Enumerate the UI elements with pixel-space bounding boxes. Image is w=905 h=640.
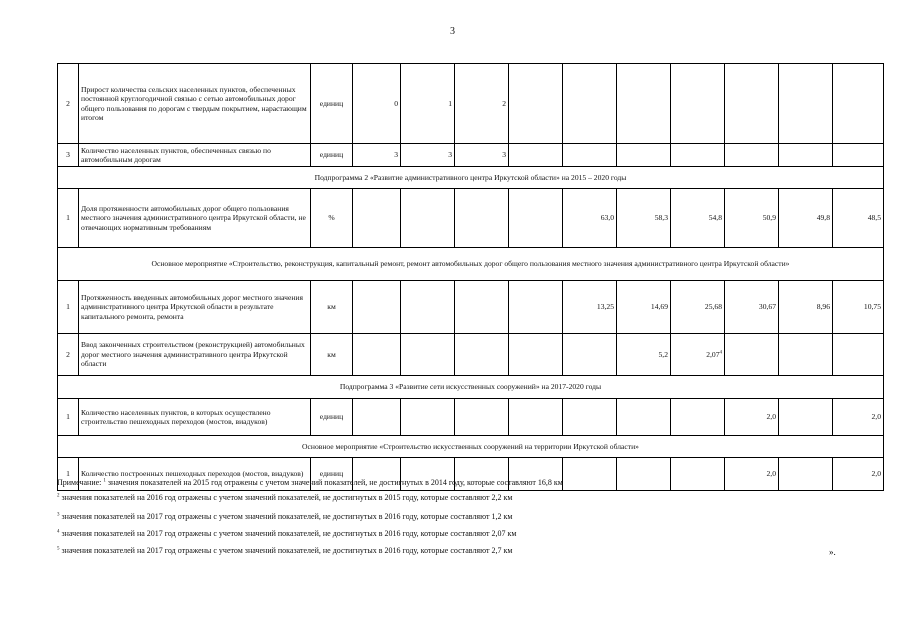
note-text: значения показателей на 2015 год отражены с учетом значений показателей, не достигнутых в 2014 году, которые составляют 16,8 км <box>107 478 563 487</box>
value-cell <box>563 281 617 334</box>
value-cell <box>509 64 563 144</box>
value-cell <box>401 334 455 376</box>
value-cell <box>617 189 671 248</box>
indicator-name: Доля протяженности автомобильных дорог общего пользования местного значения административного центра Иркутской области, не отвечающих нормативным требованиям <box>79 189 311 248</box>
value-text: 50,9 <box>762 213 776 223</box>
value-cell <box>671 189 725 248</box>
unit-cell: % <box>311 189 353 248</box>
value-cell <box>833 189 884 248</box>
indicator-name: Количество построенных пешеходных переходов (мостов, виадуков) <box>79 458 311 491</box>
page-number: 3 <box>450 26 455 37</box>
value-text: 2,0 <box>766 469 776 479</box>
value-cell <box>779 399 833 436</box>
value-cell <box>725 334 779 376</box>
value-cell <box>563 458 617 491</box>
value-text: 10,75 <box>863 302 881 312</box>
value-text: 48,5 <box>867 213 881 223</box>
value-cell <box>353 399 401 436</box>
value-cell <box>725 64 779 144</box>
value-text: 5,2 <box>658 349 668 359</box>
value-cell <box>725 144 779 167</box>
value-cell <box>401 399 455 436</box>
value-cell <box>833 399 884 436</box>
value-cell <box>779 334 833 376</box>
value-text: 2,0 <box>871 469 881 479</box>
row-number: 2 <box>58 334 79 376</box>
section-row <box>58 248 884 281</box>
footnote-marker: 4 <box>719 350 722 356</box>
note-text: значения показателей на 2017 год отражены с учетом значений показателей, не достигнутых в 2016 году, которые составляют 2,07 км <box>61 529 517 538</box>
unit-cell: км <box>311 281 353 334</box>
value-cell <box>671 64 725 144</box>
footnote-marker: 2 <box>57 493 60 499</box>
footnote-marker: 1 <box>103 478 106 484</box>
table-row <box>58 281 884 334</box>
section-title: Подпрограмма 2 «Развитие административного центра Иркутской области» на 2015 – 2020 годы <box>58 167 884 189</box>
row-number: 2 <box>58 64 79 144</box>
indicator-name: Прирост количества сельских населенных пунктов, обеспеченных постоянной круглогодичной связью с сетью автомобильных дорог общего пользования по дорогам с твердым покрытием, нарастающим итогом <box>79 64 311 144</box>
note-line <box>57 494 512 502</box>
note-line <box>57 513 512 521</box>
indicator-name: Ввод законченных строительством (реконструкцией) автомобильных дорог местного значения административного центра Иркутской области <box>79 334 311 376</box>
value-cell <box>455 399 509 436</box>
value-cell <box>779 144 833 167</box>
value-cell <box>401 144 455 167</box>
value-text: 25,68 <box>704 302 722 312</box>
value-cell <box>833 458 884 491</box>
value-cell <box>779 189 833 248</box>
value-cell <box>671 144 725 167</box>
value-text: 13,25 <box>596 302 614 312</box>
value-cell <box>671 334 725 376</box>
section-row <box>58 167 884 189</box>
table-row <box>58 399 884 436</box>
row-number: 1 <box>58 399 79 436</box>
value-cell <box>725 281 779 334</box>
value-cell <box>401 64 455 144</box>
note-line <box>57 530 516 538</box>
unit-cell: единиц <box>311 144 353 167</box>
value-cell <box>455 189 509 248</box>
table-row <box>58 334 884 376</box>
value-cell <box>353 334 401 376</box>
footnote-marker: 3 <box>57 512 60 518</box>
value-text: 3 <box>502 150 506 160</box>
value-cell <box>617 64 671 144</box>
value-cell <box>401 189 455 248</box>
unit-cell: единиц <box>311 458 353 491</box>
value-cell <box>617 399 671 436</box>
value-text: 54,8 <box>708 213 722 223</box>
note-line <box>57 547 512 555</box>
indicators-table <box>57 63 884 491</box>
value-cell <box>725 399 779 436</box>
value-cell <box>353 189 401 248</box>
note-prefix: Примечание: <box>57 478 102 487</box>
value-text: 14,69 <box>650 302 668 312</box>
value-cell <box>563 64 617 144</box>
note-text: значения показателей на 2016 год отражены с учетом значений показателей, не достигнутых в 2015 году, которые составляют 2,2 км <box>61 493 513 502</box>
indicator-name: Протяженность введенных автомобильных дорог местного значения административного центра Иркутской области в результате капитального ремонта, ремонта <box>79 281 311 334</box>
value-cell <box>617 281 671 334</box>
value-cell <box>563 334 617 376</box>
value-cell <box>509 281 563 334</box>
value-cell <box>455 281 509 334</box>
value-cell <box>833 281 884 334</box>
value-cell <box>353 144 401 167</box>
value-cell <box>779 64 833 144</box>
value-cell <box>725 189 779 248</box>
value-text: 2 <box>502 98 506 108</box>
value-cell <box>455 64 509 144</box>
unit-cell: единиц <box>311 399 353 436</box>
value-text: 30,67 <box>758 302 776 312</box>
value-text: 3 <box>394 150 398 160</box>
value-cell <box>401 281 455 334</box>
value-cell <box>833 64 884 144</box>
table-row <box>58 144 884 167</box>
value-cell <box>563 144 617 167</box>
value-text: 2,0 <box>871 412 881 422</box>
value-cell <box>671 458 725 491</box>
note-text: значения показателей на 2017 год отражены с учетом значений показателей, не достигнутых в 2016 году, которые составляют 1,2 км <box>61 512 513 521</box>
value-cell <box>617 334 671 376</box>
value-cell <box>833 334 884 376</box>
value-text: 3 <box>448 150 452 160</box>
value-cell <box>353 281 401 334</box>
value-cell <box>509 144 563 167</box>
value-cell <box>509 189 563 248</box>
note-line <box>57 479 563 487</box>
closing-quote: ». <box>829 547 836 557</box>
value-cell <box>671 281 725 334</box>
indicator-name: Количество населенных пунктов, в которых осуществлено строительство пешеходных переходов (мостов, виадуков) <box>79 399 311 436</box>
value-text: 0 <box>394 98 398 108</box>
section-title: Подпрограмма 3 «Развитие сети искусственных сооружений» на 2017-2020 годы <box>58 376 884 399</box>
value-cell <box>353 64 401 144</box>
value-cell <box>779 458 833 491</box>
value-cell <box>779 281 833 334</box>
table-row <box>58 189 884 248</box>
value-text: 58,3 <box>654 213 668 223</box>
value-cell <box>455 334 509 376</box>
section-title: Основное мероприятие «Строительство искусственных сооружений на территории Иркутской области» <box>58 436 884 458</box>
value-cell <box>617 144 671 167</box>
footnote-marker: 4 <box>57 529 60 535</box>
indicator-name: Количество населенных пунктов, обеспеченных связью по автомобильным дорогам <box>79 144 311 167</box>
value-text: 8,96 <box>816 302 830 312</box>
value-text: 2,07 <box>706 349 720 359</box>
unit-cell: единиц <box>311 64 353 144</box>
row-number: 1 <box>58 189 79 248</box>
table-row <box>58 64 884 144</box>
value-text: 63,0 <box>600 213 614 223</box>
value-cell <box>509 334 563 376</box>
section-row <box>58 436 884 458</box>
section-title: Основное мероприятие «Строительство, реконструкция, капитальный ремонт, ремонт автомобильных дорог общего пользования местного значения административного центра Иркутской области» <box>58 248 884 281</box>
section-row <box>58 376 884 399</box>
value-cell <box>725 458 779 491</box>
note-text: значения показателей на 2017 год отражены с учетом значений показателей, не достигнутых в 2016 году, которые составляют 2,7 км <box>61 546 513 555</box>
unit-cell: км <box>311 334 353 376</box>
row-number: 1 <box>58 281 79 334</box>
value-cell <box>455 144 509 167</box>
value-text: 49,8 <box>816 213 830 223</box>
value-text: 1 <box>448 98 452 108</box>
footnote-marker: 5 <box>57 546 60 552</box>
row-number: 1 <box>58 458 79 491</box>
value-cell <box>617 458 671 491</box>
value-cell <box>563 399 617 436</box>
value-cell <box>509 399 563 436</box>
value-cell <box>833 144 884 167</box>
value-text: 2,0 <box>766 412 776 422</box>
row-number: 3 <box>58 144 79 167</box>
value-cell <box>671 399 725 436</box>
value-cell <box>563 189 617 248</box>
